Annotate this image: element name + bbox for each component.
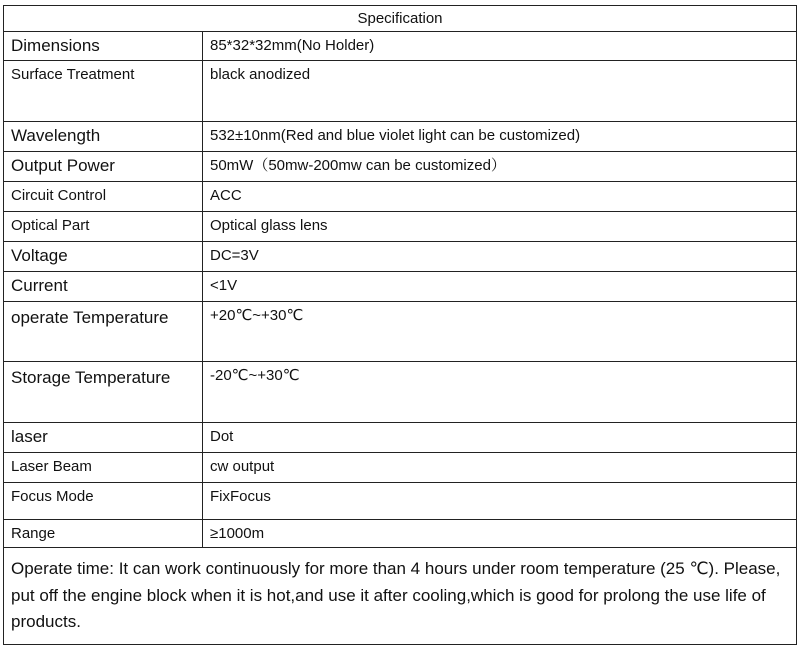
- spec-value-wavelength: 532±10nm(Red and blue violet light can be customized): [203, 122, 797, 152]
- spec-value-focus-mode: FixFocus: [203, 483, 797, 520]
- table-row: [4, 32, 797, 61]
- spec-label-circuit-control: Circuit Control: [4, 182, 203, 212]
- specification-table: [3, 5, 796, 645]
- table-row: [4, 483, 797, 520]
- table-row: [4, 152, 797, 182]
- operate-time-note: Operate time: It can work continuously for more than 4 hours under room temperature (25 ℃). Please, put off the engine block when it is hot,and use it after cooling,which is good for prolong the use life of products.: [4, 548, 797, 645]
- spec-label-current: Current: [4, 272, 203, 302]
- spec-value-current: <1V: [203, 272, 797, 302]
- note-row: [4, 548, 797, 645]
- table-title-row: [4, 6, 797, 32]
- spec-value-voltage: DC=3V: [203, 242, 797, 272]
- table-row: [4, 182, 797, 212]
- table-row: [4, 362, 797, 423]
- table-row: [4, 302, 797, 362]
- spec-value-laser: Dot: [203, 423, 797, 453]
- table-row: [4, 453, 797, 483]
- spec-value-storage-temperature: -20℃~+30℃: [203, 362, 797, 423]
- spec-value-output-power: 50mW（50mw-200mw can be customized）: [203, 152, 797, 182]
- spec-value-surface-treatment: black anodized: [203, 61, 797, 122]
- spec-label-laser: laser: [4, 423, 203, 453]
- spec-label-dimensions: Dimensions: [4, 32, 203, 61]
- spec-label-range: Range: [4, 520, 203, 548]
- spec-value-range: ≥1000m: [203, 520, 797, 548]
- spec-value-dimensions: 85*32*32mm(No Holder): [203, 32, 797, 61]
- spec-label-laser-beam: Laser Beam: [4, 453, 203, 483]
- spec-value-optical-part: Optical glass lens: [203, 212, 797, 242]
- spec-label-surface-treatment: Surface Treatment: [4, 61, 203, 122]
- spec-label-output-power: Output Power: [4, 152, 203, 182]
- table-row: [4, 242, 797, 272]
- spec-label-storage-temperature: Storage Temperature: [4, 362, 203, 423]
- spec-value-operate-temperature: +20℃~+30℃: [203, 302, 797, 362]
- spec-label-focus-mode: Focus Mode: [4, 483, 203, 520]
- table-title: Specification: [4, 6, 797, 32]
- spec-label-operate-temperature: operate Temperature: [4, 302, 203, 362]
- table-row: [4, 423, 797, 453]
- table-row: [4, 272, 797, 302]
- spec-label-optical-part: Optical Part: [4, 212, 203, 242]
- table-row: [4, 520, 797, 548]
- table-row: [4, 122, 797, 152]
- spec-value-laser-beam: cw output: [203, 453, 797, 483]
- spec-label-wavelength: Wavelength: [4, 122, 203, 152]
- table-row: [4, 61, 797, 122]
- table-row: [4, 212, 797, 242]
- spec-value-circuit-control: ACC: [203, 182, 797, 212]
- spec-label-voltage: Voltage: [4, 242, 203, 272]
